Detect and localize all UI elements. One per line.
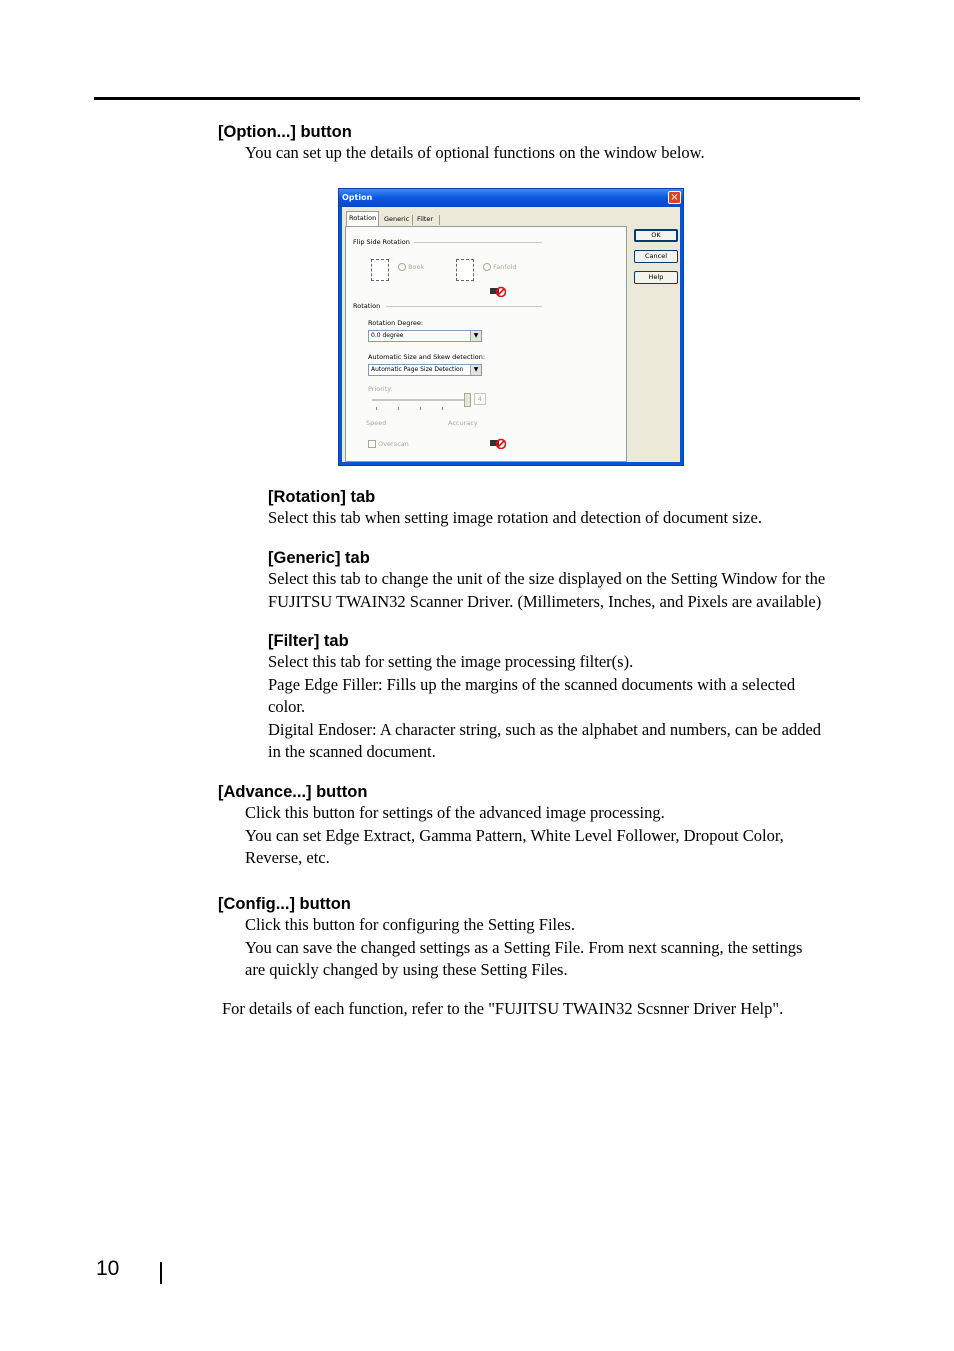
dialog-client bbox=[342, 207, 680, 462]
advance-line: You can set Edge Extract, Gamma Pattern, White Level Follower, Dropout Color, bbox=[245, 826, 784, 845]
tab-rotation[interactable]: Rotation bbox=[346, 211, 379, 226]
cancel-button[interactable]: Cancel bbox=[634, 250, 678, 263]
accuracy-label: Accuracy bbox=[448, 419, 478, 427]
overscan-label: Overscan bbox=[378, 440, 409, 448]
rotation-degree-value: 0.0 degree bbox=[371, 332, 404, 339]
rotation-group-label: Rotation bbox=[353, 302, 381, 310]
book-radio[interactable] bbox=[398, 263, 424, 271]
filter-tab-line: Page Edge Filler: Fills up the margins of the scanned documents with a selected bbox=[268, 675, 796, 694]
fanfold-page-icon bbox=[456, 259, 474, 281]
tab-filter[interactable]: Filter bbox=[417, 215, 434, 223]
slider-tick bbox=[442, 407, 443, 410]
book-radio-label: Book bbox=[408, 263, 425, 271]
header-rule bbox=[94, 97, 860, 100]
advance-line: Reverse, etc. bbox=[245, 848, 330, 867]
group-line bbox=[414, 242, 542, 243]
overscan-checkbox[interactable] bbox=[368, 440, 409, 448]
filter-tab-line: Select this tab for setting the image processing filter(s). bbox=[268, 652, 634, 671]
filter-tab-line: Digital Endoser: A character string, such as the alphabet and numbers, can be added bbox=[268, 720, 822, 739]
flip-side-group-label: Flip Side Rotation bbox=[353, 238, 410, 246]
rotation-tab-body: Select this tab when setting image rotation and detection of document size. bbox=[268, 508, 762, 527]
slider-tick bbox=[420, 407, 421, 410]
config-line: You can save the changed settings as a Setting File. From next scanning, the settings bbox=[245, 938, 803, 957]
fanfold-radio[interactable] bbox=[483, 263, 517, 271]
rotation-tab-heading: [Rotation] tab bbox=[268, 488, 376, 506]
slider-tick bbox=[376, 407, 377, 410]
config-heading: [Config...] button bbox=[218, 895, 351, 913]
priority-label: Priority: bbox=[368, 385, 393, 393]
generic-tab-heading: [Generic] tab bbox=[268, 549, 370, 567]
group-line bbox=[386, 306, 542, 307]
rotation-panel bbox=[345, 226, 627, 462]
help-button[interactable]: Help bbox=[634, 271, 678, 284]
fanfold-radio-label: Fanfold bbox=[493, 263, 517, 271]
footer-note: For details of each function, refer to the "FUJITSU TWAIN32 Scsnner Driver Help". bbox=[222, 999, 784, 1018]
auto-detection-label: Automatic Size and Skew detection: bbox=[368, 353, 486, 361]
chevron-down-icon: ▼ bbox=[470, 365, 481, 375]
rotation-degree-label: Rotation Degree: bbox=[368, 319, 424, 327]
auto-detection-value: Automatic Page Size Detection bbox=[371, 366, 464, 373]
filter-tab-line: in the scanned document. bbox=[268, 742, 436, 761]
priority-slider-thumb[interactable] bbox=[464, 393, 471, 407]
generic-tab-line: Select this tab to change the unit of the size displayed on the Setting Window for the bbox=[268, 569, 826, 588]
close-icon[interactable]: × bbox=[668, 191, 681, 204]
config-line: are quickly changed by using these Setting Files. bbox=[245, 960, 568, 979]
ok-button[interactable]: OK bbox=[634, 229, 678, 242]
option-heading: [Option...] button bbox=[218, 123, 352, 141]
tab-generic[interactable]: Generic bbox=[384, 215, 410, 223]
not-available-icon bbox=[490, 285, 506, 297]
tab-separator bbox=[439, 215, 440, 225]
priority-slider-track[interactable] bbox=[372, 399, 466, 401]
not-available-icon bbox=[490, 437, 506, 449]
advance-line: Click this button for settings of the advanced image processing. bbox=[245, 803, 665, 822]
book-page-icon bbox=[371, 259, 389, 281]
priority-value: 4 bbox=[474, 393, 486, 405]
rotation-degree-select[interactable] bbox=[368, 330, 482, 342]
auto-detection-select[interactable] bbox=[368, 364, 482, 376]
slider-tick bbox=[398, 407, 399, 410]
option-dialog bbox=[338, 188, 684, 466]
chevron-down-icon: ▼ bbox=[470, 331, 481, 341]
speed-label: Speed bbox=[366, 419, 387, 427]
filter-tab-line: color. bbox=[268, 697, 306, 716]
page-number: 10 bbox=[96, 1257, 120, 1280]
generic-tab-line: FUJITSU TWAIN32 Scanner Driver. (Millimeters, Inches, and Pixels are available) bbox=[268, 592, 822, 611]
config-line: Click this button for configuring the Setting Files. bbox=[245, 915, 575, 934]
page-number-bar bbox=[160, 1262, 162, 1284]
filter-tab-heading: [Filter] tab bbox=[268, 632, 349, 650]
advance-heading: [Advance...] button bbox=[218, 783, 368, 801]
dialog-title: Option bbox=[342, 193, 373, 202]
dialog-titlebar bbox=[339, 189, 683, 207]
option-body: You can set up the details of optional functions on the window below. bbox=[245, 143, 705, 162]
tab-separator bbox=[412, 215, 413, 225]
